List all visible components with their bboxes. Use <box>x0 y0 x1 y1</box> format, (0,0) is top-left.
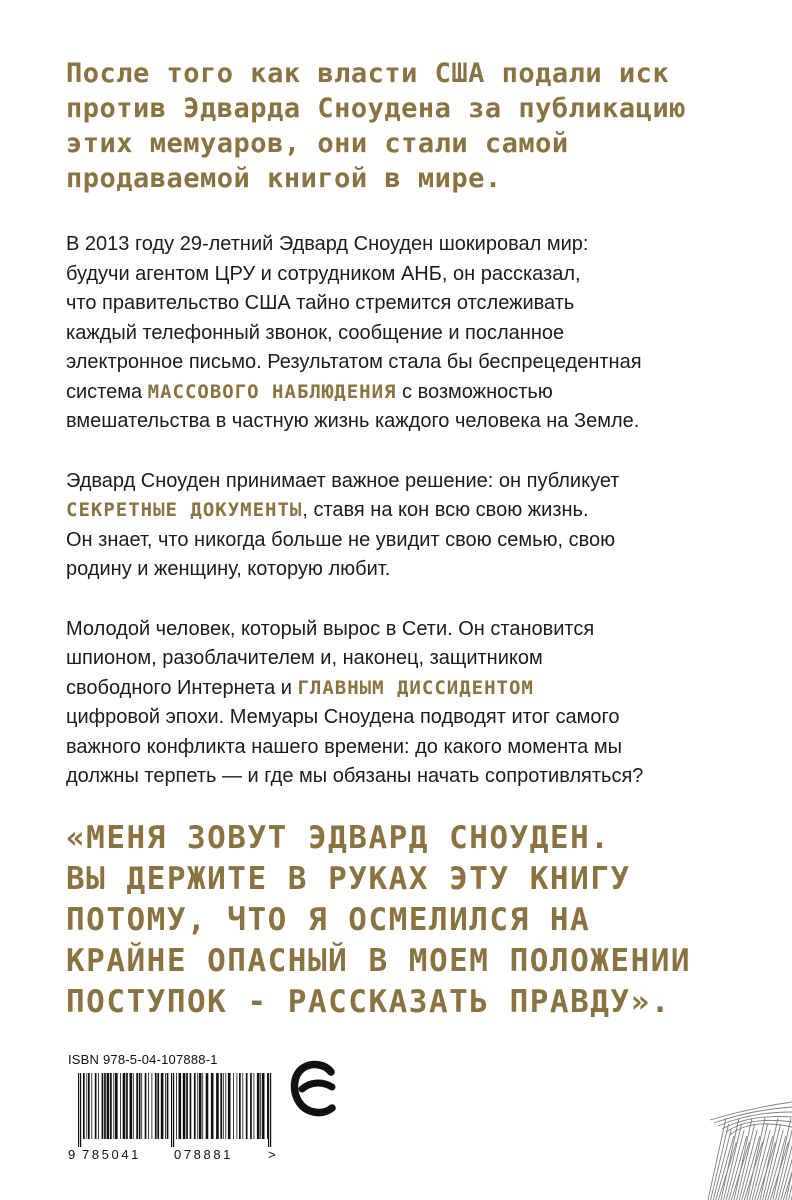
quote-line: «МЕНЯ ЗОВУТ ЭДВАРД СНОУДЕН. <box>66 820 611 856</box>
text-line <box>66 496 746 526</box>
text-line <box>66 674 746 704</box>
lead-statement <box>66 56 756 196</box>
text-line: вмешательства в частную жизнь каждого человека на Земле. <box>66 410 640 432</box>
text-line: родину и женщину, которую любит. <box>66 558 391 580</box>
barcode-digit-first: 9 <box>68 1147 76 1161</box>
author-quote <box>66 818 766 1023</box>
text-line: что правительство США тайно стремится отслеживать <box>66 292 575 314</box>
highlight-mass-surveillance: МАССОВОГО НАБЛЮДЕНИЯ <box>147 380 397 403</box>
quote-line: КРАЙНЕ ОПАСНЫЙ В МОЕМ ПОЛОЖЕНИИ <box>66 943 692 979</box>
text-line <box>66 378 746 408</box>
barcode-digits-right: 078881 <box>174 1147 233 1161</box>
text-line: Он знает, что никогда больше не увидит свою семью, свою <box>66 528 616 551</box>
text-line: Молодой человек, который вырос в Сети. Он становится <box>66 617 595 640</box>
quote-line: ПОСТУПОК - РАССКАЗАТЬ ПРАВДУ». <box>66 984 671 1020</box>
lead-line: После того как власти США подали иск <box>66 58 670 89</box>
text-fragment: система <box>66 380 148 403</box>
lead-line: этих мемуаров, они стали самой <box>66 128 569 159</box>
book-description <box>66 230 746 822</box>
quote-line: ПОТОМУ, ЧТО Я ОСМЕЛИЛСЯ НА <box>66 902 591 938</box>
barcode-digits-left: 785041 <box>82 1147 141 1161</box>
text-fragment: свободного Интернета и <box>66 676 298 699</box>
highlight-main-dissident: ГЛАВНЫМ ДИССИДЕНТОМ <box>297 676 534 699</box>
isbn-number: ISBN 978-5-04-107888-1 <box>68 1052 218 1067</box>
text-line: В 2013 году 29-летний Эдвард Сноуден шокировал мир: <box>66 233 589 255</box>
eksmo-logo-icon <box>290 1058 342 1118</box>
text-line: шпионом, разоблачителем и, наконец, защитником <box>66 647 543 669</box>
highlight-secret-documents: СЕКРЕТНЫЕ ДОКУМЕНТЫ <box>66 499 303 521</box>
isbn-barcode-block <box>68 1052 280 1162</box>
text-fragment: с возможностью <box>396 380 553 403</box>
text-line: Эдвард Сноуден принимает важное решение: он публикует <box>66 469 620 492</box>
barcode-quiet-mark: > <box>268 1147 276 1161</box>
barcode-icon <box>68 1073 280 1161</box>
text-line: электронное письмо. Результатом стала бы беспрецедентная <box>66 351 642 373</box>
text-line: должны терпеть — и где мы обязаны начать сопротивляться? <box>66 765 644 787</box>
text-line: важного конфликта нашего времени: до какого момента мы <box>66 735 622 758</box>
description-paragraph-2 <box>66 467 746 585</box>
description-paragraph-1 <box>66 230 746 437</box>
description-paragraph-3 <box>66 615 746 792</box>
quote-line: ВЫ ДЕРЖИТЕ В РУКАХ ЭТУ КНИГУ <box>66 861 631 897</box>
text-line: каждый телефонный звонок, сообщение и посланное <box>66 321 565 344</box>
sketch-illustration <box>700 1098 792 1200</box>
lead-line: против Эдварда Сноудена за публикацию <box>66 93 686 124</box>
text-line: будучи агентом ЦРУ и сотрудником АНБ, он рассказал, <box>66 262 581 285</box>
text-fragment: , ставя на кон всю свою жизнь. <box>302 499 589 521</box>
text-line: цифровой эпохи. Мемуары Сноудена подводят итог самого <box>66 706 620 728</box>
lead-line: продаваемой книгой в мире. <box>66 163 502 194</box>
